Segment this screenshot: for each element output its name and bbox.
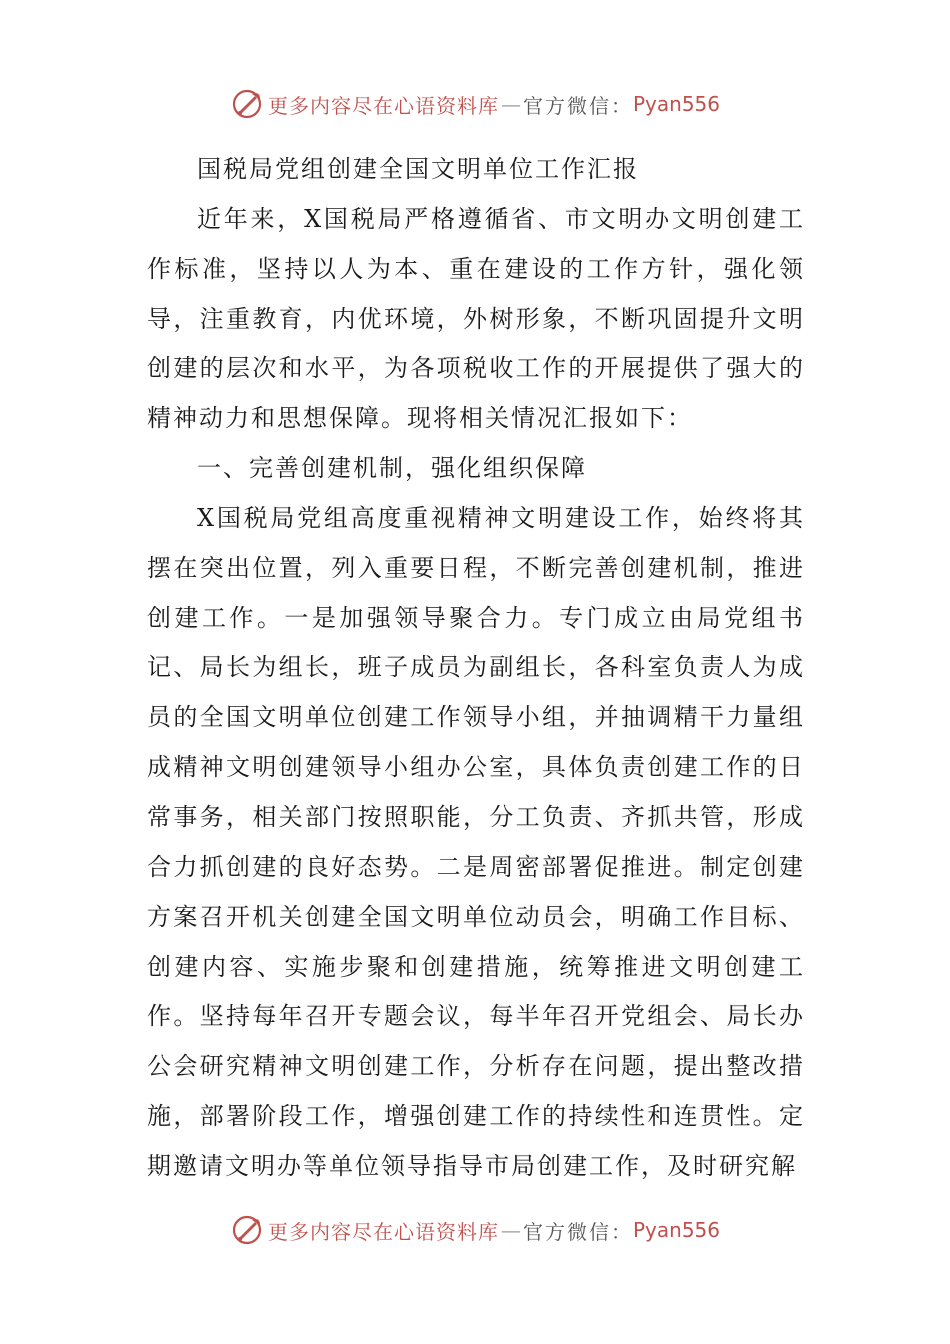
watermark-banner-bottom xyxy=(0,1210,950,1250)
paragraph-section-1: X国税局党组高度重视精神文明建设工作，始终将其摆在突出位置，列入重要日程，不断完善创建机制，推进创建工作。一是加强领导聚合力。专门成立由局党组书记、局长为组长，班子成员为副组长，各科室负责人为成员的全国文明单位创建工作领导小组，并抽调精干力量组成精神文明创建领导小组办公室，具体负责创建工作的日常事务，相关部门按照职能，分工负责、齐抓共管，形成合力抓创建的良好态势。二是周密部署促推进。制定创建方案召开机关创建全国文明单位动员会，明确工作目标、创建内容、实施步聚和创建措施，统筹推进文明创建工作。坚持每年召开专题会议，每半年召开党组会、局长办公会研究精神文明创建工作，分析存在问题，提出整改措施，部署阶段工作，增强创建工作的持续性和连贯性。定期邀请文明办等单位领导指导市局创建工作，及时研究解 xyxy=(147,503,805,1180)
watermark-wechat-id: Pyan556 xyxy=(632,1218,720,1242)
watermark-banner-top xyxy=(0,84,950,124)
document-title: 国税局党组创建全国文明单位工作汇报 xyxy=(197,155,639,183)
watermark-wechat-id: Pyan556 xyxy=(632,92,720,116)
quill-pen-circle-icon xyxy=(230,87,264,121)
watermark-official-label: 官方微信： xyxy=(522,93,633,118)
watermark-dash: — xyxy=(500,1218,521,1242)
watermark-brand: 更多内容尽在心语资料库 xyxy=(267,1219,499,1244)
watermark-official-label: 官方微信： xyxy=(522,1219,633,1244)
watermark-brand: 更多内容尽在心语资料库 xyxy=(267,93,499,118)
watermark-dash: — xyxy=(500,92,521,116)
paragraph-intro: 近年来，X国税局严格遵循省、市文明办文明创建工作标准，坚持以人为本、重在建设的工作方针，强化领导，注重教育，内优环境，外树形象，不断巩固提升文明创建的层次和水平，为各项税收工作的开展提供了强大的精神动力和思想保障。现将相关情况汇报如下： xyxy=(147,204,805,433)
section-heading-1: 一、完善创建机制，强化组织保障 xyxy=(197,454,587,483)
document-body xyxy=(147,145,805,1192)
quill-pen-circle-icon xyxy=(230,1213,264,1247)
